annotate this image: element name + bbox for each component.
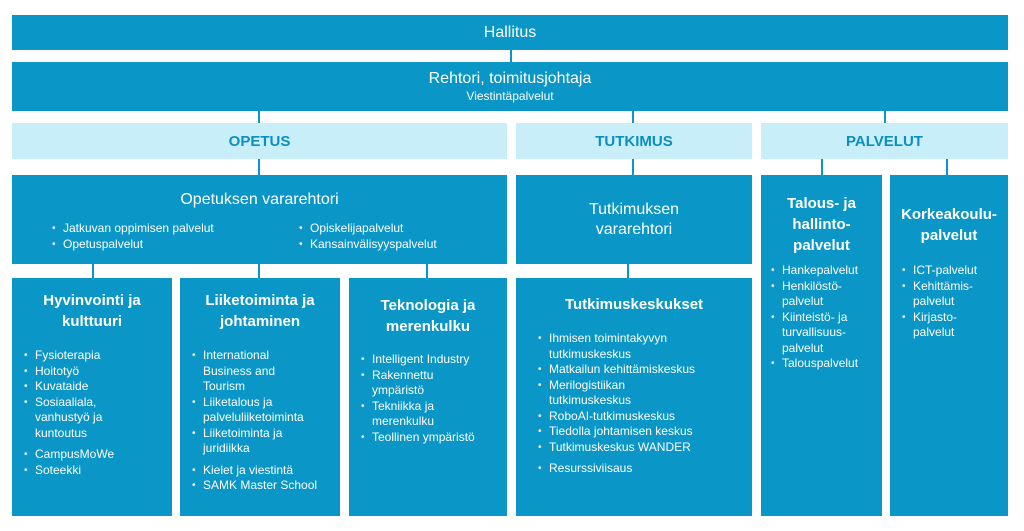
list-item: • SAMK Master School	[190, 478, 337, 494]
list-item: • Matkailun kehittämiskeskus	[536, 362, 746, 378]
list-item: • Soteekki	[22, 463, 167, 479]
connector-opetus	[258, 111, 260, 123]
list-item: • Kehittämis-palvelut	[900, 279, 973, 310]
connector-higher-ed	[946, 159, 948, 175]
tutkimus-header: TUTKIMUS	[516, 123, 752, 159]
list-item: • Hoitotyö	[22, 364, 167, 380]
technology-maritime-title: Teknologia ja merenkulku	[380, 297, 476, 335]
connector-teaching	[258, 159, 260, 175]
higher-ed-services-title: Korkeakoulu- palvelut	[901, 206, 997, 244]
list-item: • Opetuspalvelut	[50, 237, 250, 253]
list-item: • Rakennettu ympäristö	[359, 368, 447, 399]
list-item: • ICT-palvelut	[900, 263, 1000, 279]
list-item: • Liiketoiminta ja juridiikka	[190, 426, 303, 457]
connector-wellbeing	[92, 264, 94, 278]
research-centers-title: Tutkimuskeskukset	[564, 296, 704, 313]
teaching-vice-rector-title: Opetuksen vararehtori	[180, 191, 339, 208]
list-item: • Henkilöstö-palvelut	[769, 279, 852, 310]
opetus-header: OPETUS	[12, 123, 507, 159]
list-item: • RoboAI-tutkimuskeskus	[536, 409, 746, 425]
board-box	[12, 15, 1008, 50]
list-item: • Tiedolla johtamisen keskus	[536, 424, 746, 440]
finance-admin-box	[761, 175, 882, 516]
list-item: • Tutkimuskeskus WANDER	[536, 440, 746, 456]
list-item: • CampusMoWe	[22, 447, 167, 463]
list-item: • International Business and Tourism	[190, 348, 293, 395]
list-item: • Intelligent Industry	[359, 352, 504, 368]
research-centers-box	[516, 278, 752, 516]
list-item: • Tekniikka ja merenkulku	[359, 399, 447, 430]
teaching-right-list	[297, 221, 497, 252]
business-management-list	[190, 348, 337, 494]
list-item: • Ihmisen toimintakyvyn tutkimuskeskus	[536, 331, 694, 362]
teaching-left-list	[50, 221, 250, 252]
list-item: • Talouspalvelut	[769, 356, 877, 372]
teaching-vice-rector-box	[12, 175, 507, 264]
list-item: • Hankepalvelut	[769, 263, 877, 279]
wellbeing-culture-list	[22, 348, 167, 478]
finance-admin-title: Talous- ja hallinto- palvelut	[787, 195, 856, 254]
list-item: • Kiinteistö- ja turvallisuus-palvelut	[769, 310, 867, 357]
list-item: • Jatkuvan oppimisen palvelut	[50, 221, 250, 237]
wellbeing-culture-title: Hyvinvointi ja kulttuuri	[43, 292, 141, 330]
business-management-box	[180, 278, 340, 516]
list-item: • Resurssiviisaus	[536, 461, 746, 477]
research-vice-rector-box	[516, 175, 752, 264]
higher-ed-services-box	[890, 175, 1008, 516]
list-item: • Opiskelijapalvelut	[297, 221, 497, 237]
rector-title: Rehtori, toimitusjohtaja	[428, 70, 592, 87]
wellbeing-culture-box	[12, 278, 172, 516]
board-title: Hallitus	[483, 23, 537, 41]
technology-maritime-list	[359, 352, 504, 445]
connector-tutkimus	[632, 111, 634, 123]
list-item: • Fysioterapia	[22, 348, 167, 364]
connector-research	[632, 159, 634, 175]
connector-palvelut	[884, 111, 886, 123]
rector-subtitle: Viestintäpalvelut	[466, 89, 554, 103]
list-item: • Kuvataide	[22, 379, 167, 395]
list-item: • Liiketalous ja palveluliiketoiminta	[190, 395, 328, 426]
technology-maritime-box	[349, 278, 507, 516]
connector-finance	[821, 159, 823, 175]
research-vice-rector-title: Tutkimuksen vararehtori	[588, 200, 680, 238]
connector-rector	[510, 50, 512, 62]
list-item: • Kirjasto-palvelut	[900, 310, 973, 341]
list-item: • Sosiaaliala, vanhustyö ja kuntoutus	[22, 395, 123, 442]
list-item: • Merilogistiikan tutkimuskeskus	[536, 378, 669, 409]
research-centers-list	[536, 331, 746, 477]
palvelut-header: PALVELUT	[761, 123, 1008, 159]
connector-business	[258, 264, 260, 278]
rector-box	[12, 62, 1008, 111]
list-item: • Teollinen ympäristö	[359, 430, 504, 446]
connector-technology	[426, 264, 428, 278]
business-management-title: Liiketoiminta ja johtaminen	[205, 292, 315, 330]
higher-ed-services-list	[900, 263, 1000, 341]
finance-admin-list	[769, 263, 877, 372]
list-item: • Kielet ja viestintä	[190, 463, 337, 479]
connector-research-centers	[627, 264, 629, 278]
list-item: • Kansainvälisyyspalvelut	[297, 237, 497, 253]
